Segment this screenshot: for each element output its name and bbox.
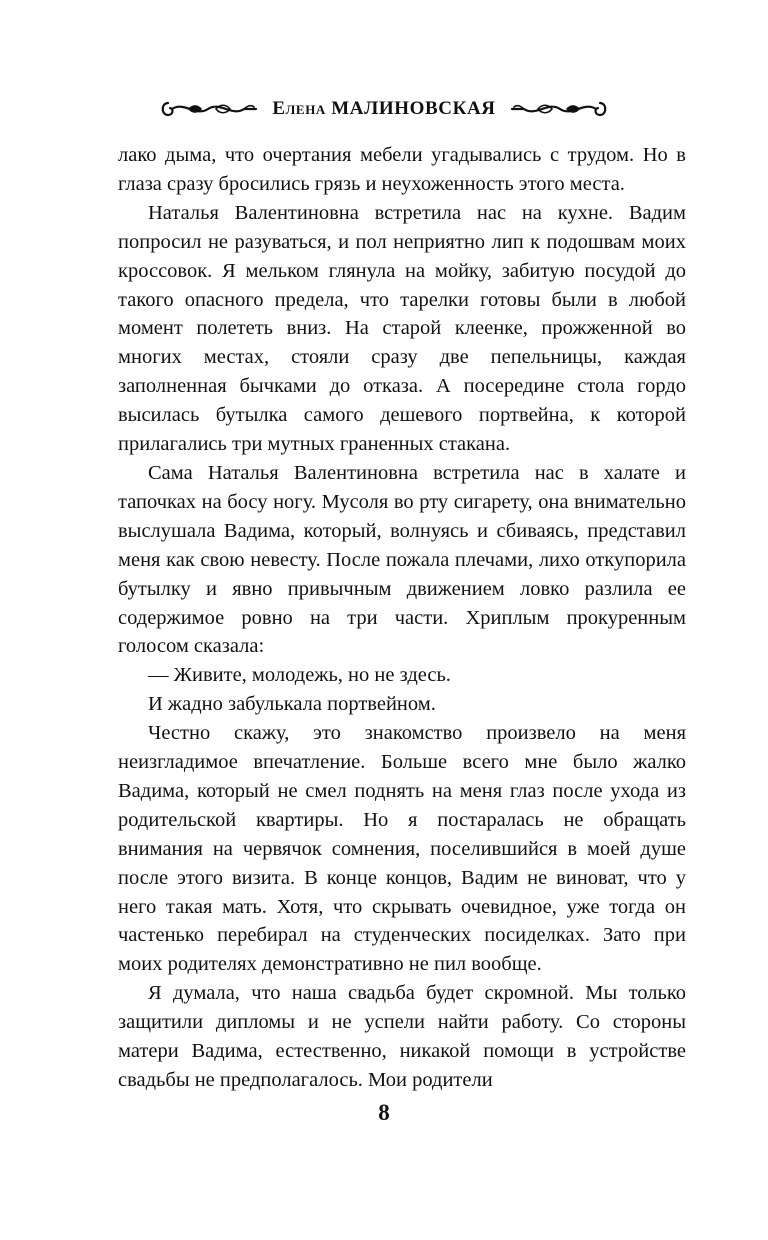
- body-text: [118, 141, 686, 1095]
- paragraph: Честно скажу, это знакомство произвело на меня неизгладимое впечатление. Больше всего мне было жалко Вадима, который не смел поднять на меня глаз после ухода из родительской квартиры. Но я постаралась не обращать внимания на червячок сомнения, поселившийся в моей душе после этого визита. В конце концов, Вадим не виноват, что у него такая мать. Хотя, что скрывать очевидное, уже тогда он частенько перебирал на студенческих посиделках. Зато при моих родителях демонстративно не пил вообще.: [118, 722, 686, 976]
- left-flourish-icon: [158, 97, 260, 121]
- author-first-name: Елена: [272, 98, 326, 119]
- running-head-title: [272, 98, 495, 120]
- paragraph: Наталья Валентиновна встретила нас на кухне. Вадим попросил не разуваться, и пол неприятно лип к подошвам моих кроссовок. Я мельком глянула на мойку, забитую посудой до такого опасного предела, что тарелки готовы были в любой момент полететь вниз. На старой клеенке, прожженной во многих местах, стояли сразу две пепельницы, каждая заполненная бычками до отказа. А посередине стола гордо высилась бутылка самого дешевого портвейна, к которой прилагались три мутных граненных стакана.: [118, 201, 686, 456]
- author-last-name: МАЛИНОВСКАЯ: [331, 98, 496, 119]
- right-flourish-icon: [508, 97, 610, 121]
- page-number: 8: [378, 1100, 390, 1125]
- dialogue-line: — Живите, молодежь, но не здесь.: [148, 664, 451, 687]
- running-head: [0, 94, 768, 124]
- paragraph: Я думала, что наша свадьба будет скромной. Мы только защитили дипломы и не успели найти работу. Со стороны матери Вадима, естественно, никакой помощи в устройстве свадьбы не предполагалось. Мои родители: [118, 982, 686, 1091]
- paragraph: лако дыма, что очертания мебели угадывались с трудом. Но в глаза сразу бросились грязь и неухоженность этого места.: [118, 144, 686, 195]
- paragraph: И жадно забулькала портвейном.: [148, 693, 436, 716]
- paragraph: Сама Наталья Валентиновна встретила нас в халате и тапочках на босу ногу. Мусоля во рту сигарету, она внимательно выслушала Вадима, который, волнуясь и сбиваясь, представил меня как свою невесту. После пожала плечами, лихо откупорила бутылку и явно привычным движением ловко разлила ее содержимое ровно на три части. Хриплым прокуренным голосом сказала:: [118, 461, 686, 658]
